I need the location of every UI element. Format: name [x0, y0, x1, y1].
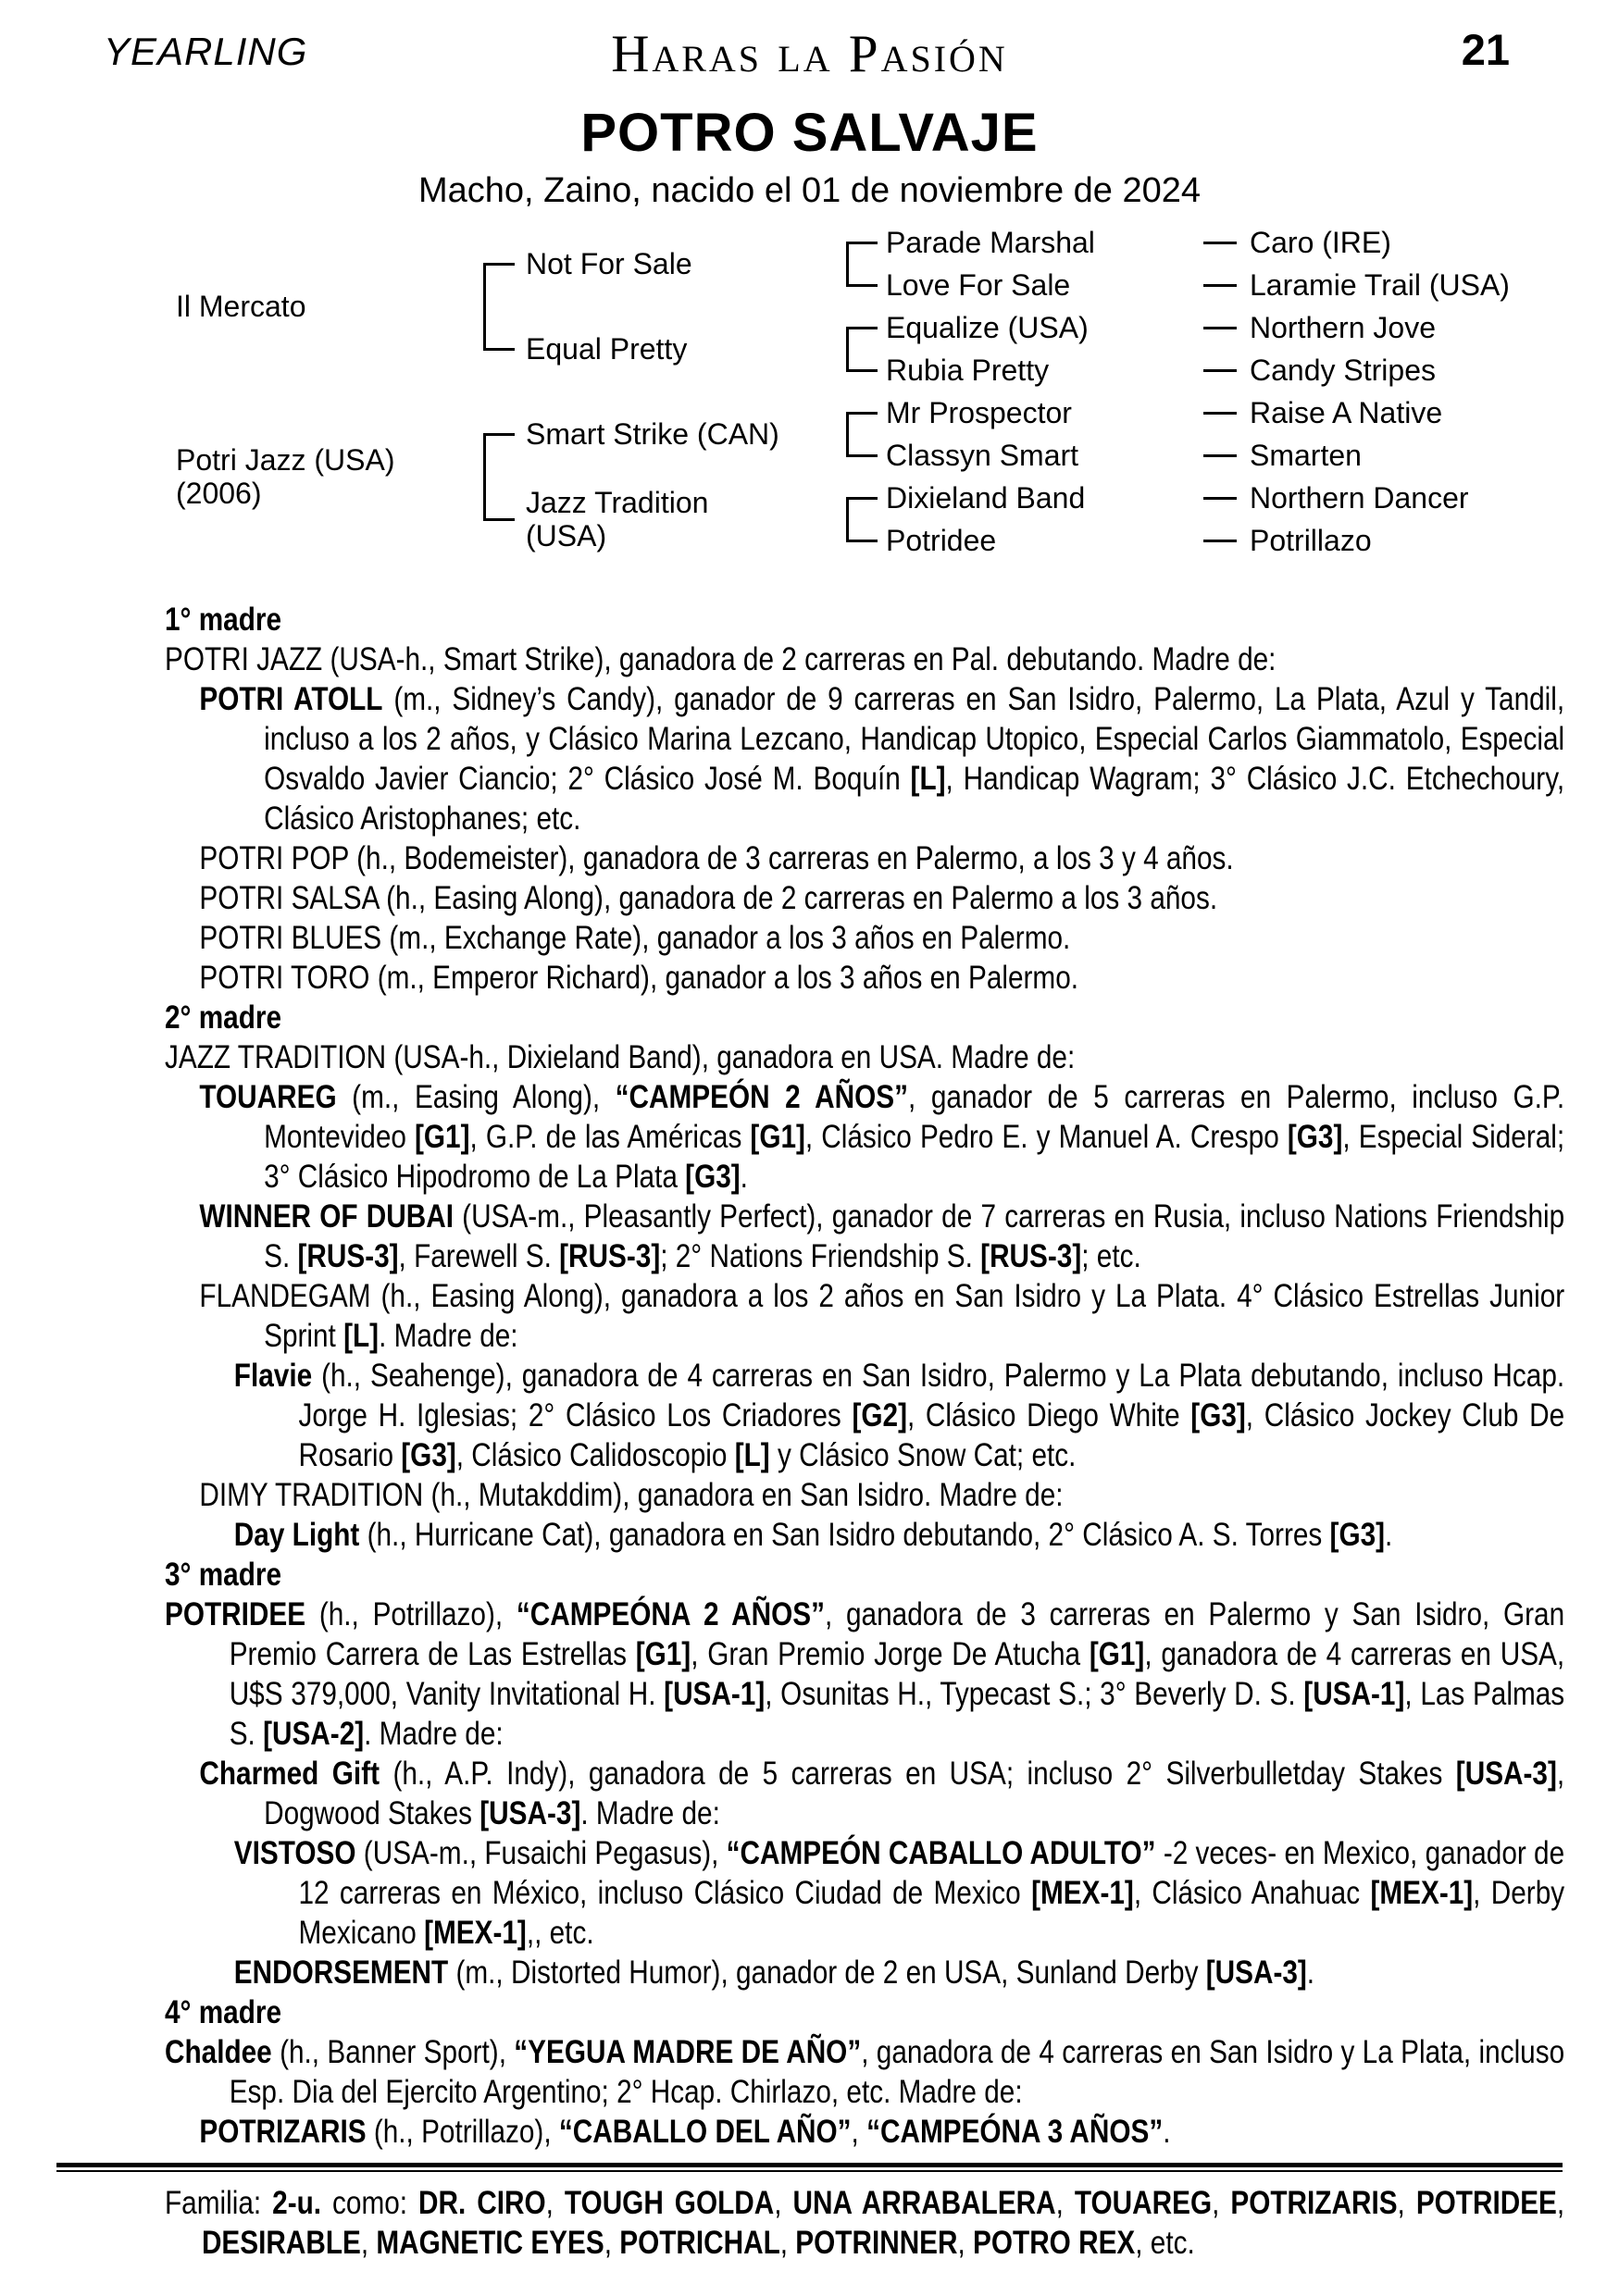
pedigree-paragraph	[165, 1276, 1564, 1356]
black-type-text: “YEGUA MADRE DE AÑO”	[514, 2034, 862, 2070]
black-type-text: MAGNETIC EYES	[376, 2225, 604, 2261]
black-type-text: [USA-3]	[1455, 1756, 1557, 1792]
pedigree-text-run: , Osunitas H., Typecast S.; 3° Beverly D. S.	[765, 1676, 1304, 1712]
pedigree-text-run: (USA-m., Pleasantly Perfect), ganador de 7 carreras en Rusia, incluso Nations Friendship S.	[264, 1198, 1565, 1274]
chart-gen3-name: Parade Marshal	[886, 226, 1095, 259]
pedigree-bracket	[483, 433, 515, 521]
pedigree-paragraph	[165, 1475, 1564, 1515]
pedigree-paragraph	[165, 1595, 1564, 1754]
black-type-text: [L]	[343, 1318, 380, 1354]
pedigree-paragraph	[165, 1515, 1564, 1555]
black-type-text: Day Light	[233, 1517, 360, 1553]
black-type-text: POTRIZARIS	[199, 2114, 367, 2150]
pedigree-paragraph	[165, 1953, 1564, 1992]
chart-gen2-name: Smart Strike (CAN)	[526, 417, 779, 451]
pedigree-text-run: (h., Potrillazo),	[305, 1596, 517, 1632]
chart-gen3-name: Mr Prospector	[886, 396, 1072, 429]
chart-gen4-name: Raise A Native	[1250, 396, 1443, 429]
black-type-text: POTRIDEE	[165, 1596, 306, 1632]
black-type-text: “CAMPEÓNA 2 AÑOS”	[516, 1596, 825, 1632]
pedigree-text-run: , Clásico Calidoscopio	[455, 1437, 735, 1473]
pedigree-text-run: ,	[851, 2114, 867, 2150]
pedigree-text-run: , ganadora de 4 carreras en San Isidro y La Plata, incluso Esp. Dia del Ejercito Argentino; 2° Hcap. Chirlazo, etc. Madre de:	[229, 2034, 1565, 2110]
pedigree-text-run: , Especial Sideral; 3° Clásico Hipodromo de La Plata	[264, 1119, 1565, 1195]
black-type-text: “CAMPEÓNA 3 AÑOS”	[866, 2114, 1164, 2150]
pedigree-text-run: Familia:	[165, 2185, 273, 2221]
black-type-text: [RUS-3]	[980, 1238, 1082, 1274]
chart-gen4-name: Candy Stripes	[1250, 354, 1436, 387]
page-header	[0, 0, 1619, 83]
black-type-text: “CAMPEÓN CABALLO ADULTO”	[726, 1835, 1156, 1871]
pedigree-dash	[1203, 284, 1237, 287]
family-section	[165, 2183, 1564, 2263]
section-heading: 2° madre	[165, 999, 282, 1036]
pedigree-dash	[1203, 327, 1237, 329]
pedigree-text-run: .	[740, 1159, 748, 1195]
pedigree-paragraph	[165, 958, 1564, 998]
pedigree-text-run: ,	[1212, 2185, 1231, 2221]
black-type-text: “CABALLO DEL AÑO”	[558, 2114, 852, 2150]
pedigree-bracket	[846, 242, 878, 287]
black-type-text: “CAMPEÓN 2 AÑOS”	[615, 1079, 909, 1115]
black-type-text: UNA ARRABALERA	[792, 2185, 1056, 2221]
chart-gen3-name: Potridee	[886, 524, 997, 557]
pedigree-text-run: (h., Banner Sport),	[271, 2034, 515, 2070]
pedigree-text-run: . Madre de:	[379, 1318, 518, 1354]
black-type-text: [RUS-3]	[297, 1238, 399, 1274]
chart-gen3-name: Classyn Smart	[886, 439, 1079, 472]
chart-gen3-name: Dixieland Band	[886, 481, 1086, 515]
divider-rule	[56, 2163, 1563, 2172]
pedigree-text-run: .	[1163, 2114, 1171, 2150]
pedigree-paragraph	[165, 1833, 1564, 1953]
pedigree-bracket	[846, 497, 878, 542]
pedigree-text-run: .	[1385, 1517, 1393, 1553]
pedigree-bracket	[846, 412, 878, 457]
pedigree-dash	[1203, 369, 1237, 372]
black-type-text: [USA-3]	[1205, 1955, 1307, 1991]
pedigree-text-run: ,	[1055, 2185, 1075, 2221]
pedigree-text-run: ,	[1556, 2185, 1565, 2221]
black-type-text: POTRI ATOLL	[199, 681, 383, 717]
black-type-text: [G1]	[415, 1119, 470, 1155]
black-type-text: Flavie	[233, 1358, 313, 1394]
pedigree-dash	[1203, 497, 1237, 500]
stud-name: Haras la Pasión	[611, 25, 1008, 83]
chart-gen2-name: Equal Pretty	[526, 332, 688, 366]
pedigree-text-run: . Madre de:	[580, 1795, 720, 1831]
pedigree-dash	[1203, 540, 1237, 542]
pedigree-text-run: (m., Distorted Humor), ganador de 2 en USA, Sunland Derby	[448, 1955, 1206, 1991]
black-type-text: POTRINNER	[795, 2225, 958, 2261]
pedigree-text-run: , Farewell S.	[398, 1238, 560, 1274]
black-type-text: TOUAREG	[1074, 2185, 1213, 2221]
pedigree-bracket	[483, 263, 515, 351]
pedigree-text-run: , ganadora de 3 carreras en Palermo y San Isidro, Gran Premio Carrera de Las Estrellas	[229, 1596, 1565, 1672]
black-type-text: [USA-2]	[263, 1716, 365, 1752]
pedigree-paragraph	[165, 2112, 1564, 2152]
black-type-text: WINNER OF DUBAI	[199, 1198, 454, 1235]
pedigree-text-run: DIMY TRADITION (h., Mutakddim), ganadora en San Isidro. Madre de:	[199, 1477, 1064, 1513]
pedigree-text-run: ,	[604, 2225, 620, 2261]
family-content	[165, 2183, 1564, 2263]
pedigree-text-run: ,	[360, 2225, 377, 2261]
black-type-text: [G3]	[1287, 1119, 1343, 1155]
pedigree-text-run: , Handicap Wagram; 3° Clásico J.C. Etchechoury, Clásico Aristophanes; etc.	[264, 761, 1565, 837]
chart-gen4-name: Potrillazo	[1250, 524, 1372, 557]
black-type-text: [MEX-1]	[1370, 1875, 1474, 1911]
black-type-text: [MEX-1]	[424, 1915, 527, 1951]
pedigree-text-run: , ganadora de 4 carreras en USA, U$S 379,000, Vanity Invitational H.	[229, 1636, 1565, 1712]
pedigree-text-run: (h., Hurricane Cat), ganadora en San Isidro debutando, 2° Clásico A. S. Torres	[359, 1517, 1330, 1553]
pedigree-text-run: ; etc.	[1081, 1238, 1141, 1274]
pedigree-dash	[1203, 412, 1237, 415]
pedigree-text-run: y Clásico Snow Cat; etc.	[769, 1437, 1077, 1473]
black-type-text: [L]	[910, 761, 946, 797]
pedigree-text-run: como:	[321, 2185, 419, 2221]
pedigree-text-run: ,	[545, 2185, 565, 2221]
chart-gen2-name: Not For Sale	[526, 247, 692, 280]
pedigree-paragraph	[165, 918, 1564, 958]
pedigree-text-run: .	[1306, 1955, 1315, 1991]
black-type-text: [USA-1]	[1303, 1676, 1405, 1712]
pedigree-text-run: ,, etc.	[526, 1915, 594, 1951]
black-type-text: [USA-3]	[479, 1795, 581, 1831]
pedigree-text-run: , Clásico Pedro E. y Manuel A. Crespo	[804, 1119, 1288, 1155]
chart-gen3-name: Love For Sale	[886, 268, 1071, 302]
category-label: YEARLING	[104, 30, 308, 73]
chart-gen4-name: Northern Jove	[1250, 311, 1436, 344]
pedigree-paragraph	[165, 1197, 1564, 1276]
pedigree-text-run: , Dogwood Stakes	[264, 1756, 1565, 1831]
pedigree-text-section	[165, 600, 1564, 2152]
black-type-text: [G3]	[401, 1437, 456, 1473]
black-type-text: [G2]	[852, 1397, 907, 1433]
pedigree-text-run: POTRI SALSA (h., Easing Along), ganadora de 2 carreras en Palermo a los 3 años.	[199, 880, 1218, 916]
pedigree-text-run: (USA-m., Fusaichi Pegasus),	[355, 1835, 727, 1871]
pedigree-dash	[1203, 454, 1237, 457]
pedigree-text-run: . Madre de:	[364, 1716, 504, 1752]
pedigree-text-run: POTRI JAZZ (USA-h., Smart Strike), ganadora de 2 carreras en Pal. debutando. Madre de:	[165, 641, 1277, 677]
black-type-text: [G1]	[750, 1119, 805, 1155]
pedigree-text-run: ,	[957, 2225, 974, 2261]
pedigree-text-run: , etc.	[1135, 2225, 1195, 2261]
black-type-text: [G3]	[685, 1159, 741, 1195]
pedigree-text-run: , Las Palmas S.	[229, 1676, 1565, 1752]
black-type-text: DESIRABLE	[201, 2225, 361, 2261]
section-heading: 4° madre	[165, 1994, 282, 2030]
pedigree-paragraph	[165, 838, 1564, 878]
chart-gen1-name: Potri Jazz (USA) (2006)	[176, 443, 395, 510]
pedigree-text-run: , Clásico Jockey Club De Rosario	[298, 1397, 1565, 1473]
pedigree-paragraph	[165, 1356, 1564, 1475]
pedigree-text-content	[165, 600, 1564, 2152]
pedigree-text-run: ,	[774, 2185, 793, 2221]
black-type-text: [USA-1]	[664, 1676, 766, 1712]
pedigree-text-run: , Clásico Anahuac	[1133, 1875, 1371, 1911]
section-heading: 3° madre	[165, 1557, 282, 1593]
pedigree-text-run: POTRI TORO (m., Emperor Richard), ganador a los 3 años en Palermo.	[199, 960, 1079, 996]
chart-gen4-name: Smarten	[1250, 439, 1362, 472]
chart-gen4-name: Northern Dancer	[1250, 481, 1469, 515]
pedigree-dash	[1203, 242, 1237, 244]
black-type-text: DR. CIRO	[418, 2185, 546, 2221]
pedigree-text-run: , Gran Premio Jorge De Atucha	[691, 1636, 1090, 1672]
pedigree-paragraph	[165, 1754, 1564, 1833]
pedigree-paragraph	[165, 1037, 1564, 1077]
black-type-text: [G3]	[1190, 1397, 1246, 1433]
pedigree-paragraph	[165, 1077, 1564, 1197]
pedigree-paragraph	[165, 2032, 1564, 2112]
pedigree-text-run: , Clásico Diego White	[906, 1397, 1191, 1433]
pedigree-chart	[0, 222, 1619, 590]
black-type-text: POTRIDEE	[1415, 2185, 1557, 2221]
black-type-text: [RUS-3]	[559, 1238, 661, 1274]
black-type-text: TOUAREG	[199, 1079, 337, 1115]
black-type-text: TOUGH GOLDA	[564, 2185, 775, 2221]
pedigree-text-run: (m., Sidney’s Candy), ganador de 9 carreras en San Isidro, Palermo, La Plata, Azul y Tandil, incluso a los 2 años, y Clásico Marina Lezcano, Handicap Utopico, Especial Carlos Giammatolo, Especial Osvaldo Javier Ciancio; 2° Clásico José M. Boquín	[264, 681, 1565, 797]
pedigree-text-run: ,	[779, 2225, 796, 2261]
pedigree-text-run: JAZZ TRADITION (USA-h., Dixieland Band), ganadora en USA. Madre de:	[165, 1039, 1076, 1075]
black-type-text: [G1]	[1089, 1636, 1145, 1672]
horse-name: POTRO SALVAJE	[580, 103, 1039, 163]
chart-gen3-name: Rubia Pretty	[886, 354, 1050, 387]
pedigree-paragraph	[165, 878, 1564, 918]
pedigree-text-run: POTRI POP (h., Bodemeister), ganadora de 3 carreras en Palermo, a los 3 y 4 años.	[199, 840, 1234, 876]
pedigree-text-run: ,	[1397, 2185, 1416, 2221]
chart-gen4-name: Laramie Trail (USA)	[1250, 268, 1510, 302]
pedigree-text-run: (m., Easing Along),	[336, 1079, 616, 1115]
black-type-text: Chaldee	[165, 2034, 272, 2070]
chart-gen3-name: Equalize (USA)	[886, 311, 1089, 344]
chart-gen4-name: Caro (IRE)	[1250, 226, 1391, 259]
horse-description: Macho, Zaino, nacido el 01 de noviembre de 2024	[418, 171, 1201, 210]
pedigree-text-run: POTRI BLUES (m., Exchange Rate), ganador a los 3 años en Palermo.	[199, 920, 1071, 956]
pedigree-text-run: , G.P. de las Américas	[469, 1119, 751, 1155]
black-type-text: 2-u.	[272, 2185, 322, 2221]
black-type-text: VISTOSO	[233, 1835, 356, 1871]
black-type-text: Charmed Gift	[199, 1756, 380, 1792]
pedigree-text-run: FLANDEGAM (h., Easing Along), ganadora a los 2 años en San Isidro y La Plata. 4° Clásico Estrellas Junior Sprint	[199, 1278, 1565, 1354]
pedigree-text-run: -2 veces- en Mexico, ganador de 12 carreras en México, incluso Clásico Ciudad de Mexico	[298, 1835, 1565, 1911]
lot-number: 21	[1461, 25, 1510, 74]
chart-gen2-name: Jazz Tradition (USA)	[526, 486, 709, 552]
pedigree-text-run: (h., A.P. Indy), ganadora de 5 carreras en USA; incluso 2° Silverbulletday Stakes	[380, 1756, 1456, 1792]
black-type-text: [G3]	[1329, 1517, 1386, 1553]
black-type-text: POTRIZARIS	[1230, 2185, 1398, 2221]
black-type-text: POTRICHAL	[619, 2225, 780, 2261]
section-heading: 1° madre	[165, 602, 282, 638]
chart-gen1-name: Il Mercato	[176, 290, 306, 323]
black-type-text: [MEX-1]	[1031, 1875, 1134, 1911]
pedigree-text-run: , ganador de 5 carreras en Palermo, incluso G.P. Montevideo	[264, 1079, 1565, 1155]
pedigree-text-run: , Derby Mexicano	[298, 1875, 1565, 1951]
pedigree-text-run: (h., Seahenge), ganadora de 4 carreras en San Isidro, Palermo y La Plata debutando, incluso Hcap. Jorge H. Iglesias; 2° Clásico Los Criadores	[298, 1358, 1565, 1433]
pedigree-text-run: (h., Potrillazo),	[366, 2114, 559, 2150]
black-type-text: [G1]	[635, 1636, 691, 1672]
black-type-text: POTRO REX	[973, 2225, 1136, 2261]
black-type-text: [L]	[734, 1437, 770, 1473]
pedigree-bracket	[846, 327, 878, 372]
pedigree-paragraph	[165, 679, 1564, 838]
family-paragraph	[165, 2183, 1564, 2263]
pedigree-paragraph	[165, 639, 1564, 679]
pedigree-text-run: ; 2° Nations Friendship S.	[660, 1238, 981, 1274]
black-type-text: ENDORSEMENT	[233, 1955, 449, 1991]
